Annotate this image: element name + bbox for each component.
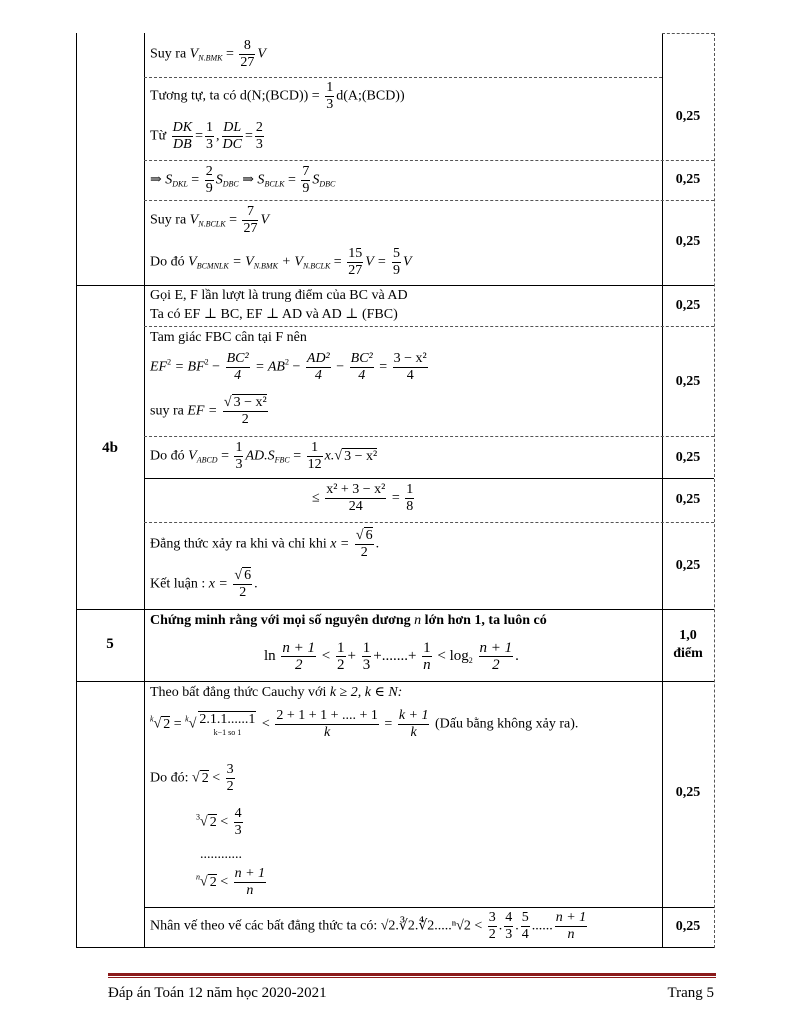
radicand: 2 xyxy=(209,814,217,830)
row-ket-luan xyxy=(150,568,258,601)
score: 0,25 xyxy=(675,450,701,465)
ellipsis: ............ xyxy=(200,847,242,862)
fraction xyxy=(521,910,530,943)
root-index: k xyxy=(150,714,154,724)
math-expr: √2.∛2.∜2.....ⁿ√2 < xyxy=(380,918,483,934)
fraction xyxy=(405,482,414,515)
math-v: V xyxy=(260,212,270,228)
denominator: 4 xyxy=(306,367,331,384)
denominator: 24 xyxy=(325,498,386,515)
denominator: 2 xyxy=(281,656,316,673)
numerator: n + 1 xyxy=(234,866,266,881)
radicand: 6 xyxy=(365,528,373,543)
rule xyxy=(76,285,714,286)
page-number: Trang 5 xyxy=(667,985,714,1001)
radicand: 6 xyxy=(244,568,252,583)
rule xyxy=(76,947,714,948)
table-border-right xyxy=(714,33,715,948)
denominator: 2 xyxy=(337,657,345,673)
math-expr: d(N;(BCD)) = xyxy=(239,88,320,104)
numerator: 4 xyxy=(234,806,242,821)
footer-rule-thin xyxy=(108,977,716,978)
root-index: 3 xyxy=(196,812,200,822)
row-cbrt2: $^3$√ 2 < $\frac{4}{3}$ xyxy=(196,806,242,838)
root-under xyxy=(198,711,256,738)
operator: = xyxy=(173,716,182,732)
denominator: n xyxy=(234,882,266,899)
denominator: 2 xyxy=(226,779,234,794)
math-expr: AD.S xyxy=(245,448,275,464)
math-sub: N.BMK xyxy=(253,261,278,271)
text-label: Tương tự, ta có xyxy=(150,88,237,104)
operator: = xyxy=(379,359,388,375)
row-suy-ra-vnbclk: Suy ra $V_{N.BCLK}$ = $\frac{7}{27}$ V xyxy=(150,204,270,236)
fraction xyxy=(479,640,514,673)
fraction xyxy=(239,38,255,71)
fraction xyxy=(350,351,374,384)
punctuation: . xyxy=(254,576,258,592)
row-ef-squared xyxy=(150,351,430,384)
math-sub: N.BCLK xyxy=(302,261,331,271)
denominator: DC xyxy=(222,137,242,152)
fraction xyxy=(205,120,214,153)
row-suy-ra-ef xyxy=(150,395,270,428)
fraction xyxy=(233,568,252,601)
math-expr: = BF xyxy=(174,359,205,375)
denominator: 3 xyxy=(505,927,513,942)
numerator: √ 6 xyxy=(355,528,373,543)
denominator: k xyxy=(275,724,379,741)
numerator: 1 xyxy=(337,640,345,656)
denominator: 4 xyxy=(393,367,428,384)
math-sub: BCMNLK xyxy=(196,261,229,271)
math-expr: ⇒ S xyxy=(150,172,173,188)
math-sub: N.BCLK xyxy=(198,219,226,229)
rule xyxy=(144,200,714,201)
operator: = xyxy=(384,716,393,732)
score: 0,25 xyxy=(675,109,701,124)
table-border-left xyxy=(76,33,77,948)
math-expr: V = xyxy=(365,254,387,270)
score: 0,25 xyxy=(675,234,701,249)
superscript: 2 xyxy=(284,357,289,367)
operator: − xyxy=(212,359,221,375)
radicand: 2 xyxy=(163,716,171,732)
math-expr: EF = xyxy=(187,403,218,419)
denominator: 3 xyxy=(255,137,263,152)
table-border-col1 xyxy=(144,33,145,948)
math-sub: BCLK xyxy=(264,179,285,189)
numerator: AD² xyxy=(306,351,330,366)
numerator: 7 xyxy=(302,164,310,179)
text-label: Do đó xyxy=(150,448,185,464)
fraction xyxy=(234,866,266,899)
denominator: 4 xyxy=(350,367,374,384)
row-tuong-tu xyxy=(150,80,405,113)
fraction xyxy=(242,204,258,237)
radicand: 2 xyxy=(201,770,209,786)
fraction xyxy=(392,246,401,279)
text-label: Chứng minh rằng với mọi số nguyên dương xyxy=(150,613,411,628)
row-kth-root: $^k$√ 2 = $^k$√ 2.1.1......1 k−1 so 1 < $\frac{2 + 1 + 1 + .... + 1}{k}$ = $\frac{k + 1}{k}$ (Dấu bằng không xảy ra). xyxy=(150,708,579,740)
math-v: V xyxy=(402,254,412,270)
denominator: 4 xyxy=(521,927,529,942)
question-5-statement xyxy=(150,612,547,630)
math-expr: EF xyxy=(150,359,168,375)
radicand: 2.1.1......1 xyxy=(199,712,256,727)
numerator: 1 xyxy=(235,440,243,455)
text-note: (Dấu bằng không xảy ra). xyxy=(434,716,579,732)
footer-rule xyxy=(108,973,716,976)
fraction xyxy=(393,351,428,384)
row-do-do-sum: Do đó $V_{BCMNLK} = V_{N.BMK} + V_{N.BCLK}$ = $\frac{15}{27}$ V = $\frac{5}{9}$ V xyxy=(150,246,412,278)
text-label: Theo bất đẳng thức Cauchy với xyxy=(150,685,327,700)
question-5-inequality xyxy=(264,640,519,673)
text-label: suy ra xyxy=(150,403,184,419)
denominator: 3 xyxy=(235,457,243,472)
math-sub: DKL xyxy=(172,179,188,189)
text-label: Suy ra xyxy=(150,212,187,228)
numerator: n + 1 xyxy=(555,910,587,925)
radicand: 2 xyxy=(209,874,217,890)
score: 0,25 xyxy=(675,492,701,507)
rule xyxy=(662,33,714,34)
numerator: 1 xyxy=(406,482,414,497)
row-v-abcd: Do đó $V_{ABCD}$ = $\frac{1}{3}$ $AD.S_{FBC}$ = $\frac{1}{12}$ x.√ 3 − x² xyxy=(150,440,378,472)
fraction xyxy=(234,440,243,473)
denominator: 4 xyxy=(226,367,250,384)
score: 0,25 xyxy=(675,919,701,934)
numerator: x² + 3 − x² xyxy=(326,482,386,497)
denominator: 3 xyxy=(206,137,213,152)
numerator: n + 1 xyxy=(282,640,316,656)
fraction xyxy=(234,806,243,839)
math-expr: S xyxy=(312,172,320,188)
denominator: 2 xyxy=(355,544,374,561)
math-expr: S xyxy=(215,172,223,188)
operator: − xyxy=(336,359,345,375)
rule xyxy=(144,522,714,523)
numerator: DK xyxy=(172,120,193,135)
numerator: 5 xyxy=(521,910,529,925)
text-label: Từ xyxy=(150,128,167,144)
operator: − xyxy=(292,359,301,375)
operator: < xyxy=(437,647,446,664)
numerator: 7 xyxy=(246,204,254,219)
fraction xyxy=(347,246,363,279)
fraction xyxy=(325,80,334,113)
denominator: 9 xyxy=(392,263,400,278)
math-expr: ⇒ S xyxy=(242,172,265,188)
fraction xyxy=(307,440,323,473)
math-v: V xyxy=(189,46,199,62)
numerator: 3 xyxy=(488,910,496,925)
fraction xyxy=(504,910,513,943)
operator: = xyxy=(391,490,400,506)
fraction xyxy=(306,351,331,384)
operator: = xyxy=(191,172,200,188)
math-expr: x. xyxy=(324,448,335,464)
punctuation: . xyxy=(375,536,380,552)
numerator: 8 xyxy=(243,38,251,53)
numerator: k + 1 xyxy=(398,708,429,723)
fraction xyxy=(205,164,214,197)
operator: = xyxy=(293,448,302,464)
math-expr: k ≥ 2, k ∈ N: xyxy=(329,685,403,700)
numerator: 1 xyxy=(362,640,371,656)
row-area-ratio: ⇒ $S_{DKL}$ = $\frac{2}{9}$ $S_{DBC}$ ⇒ $S_{BCLK}$ = $\frac{7}{9}$ $S_{DBC}$ xyxy=(150,164,336,196)
numerator: 1 xyxy=(326,80,334,95)
rule xyxy=(144,478,714,479)
ellipsis: ...... xyxy=(531,918,553,934)
denominator: 2 xyxy=(233,584,252,601)
fraction xyxy=(355,528,374,561)
score: 0,25 xyxy=(675,374,701,389)
fraction xyxy=(223,395,268,428)
fraction xyxy=(362,640,372,673)
radicand: 3 − x² xyxy=(344,448,378,464)
numerator: BC² xyxy=(226,351,249,366)
rule xyxy=(76,609,714,610)
row-do-do-sqrt2: Do đó: √ 2 < $\frac{3}{2}$ xyxy=(150,762,234,794)
denominator: n xyxy=(555,926,587,943)
numerator: 3 − x² xyxy=(393,351,427,366)
numerator: n + 1 xyxy=(479,640,513,656)
table-border-col2 xyxy=(662,33,663,948)
fraction xyxy=(226,351,250,384)
math-expr: + V xyxy=(281,254,303,270)
score-unit: điểm xyxy=(673,646,703,661)
denominator: n xyxy=(423,657,431,673)
denominator: 2 xyxy=(223,411,268,428)
superscript: 2 xyxy=(204,357,209,367)
operator: = xyxy=(244,128,253,144)
operator: < xyxy=(321,647,331,664)
denominator: DB xyxy=(173,137,192,152)
operator: < xyxy=(261,716,270,732)
math-func: ln xyxy=(264,647,276,664)
numerator: 4 xyxy=(505,910,513,925)
operator: +.......+ xyxy=(373,647,417,664)
math-sub: 2 xyxy=(468,655,473,665)
math-v: V xyxy=(257,46,266,62)
rule xyxy=(144,326,714,327)
denominator: 2 xyxy=(479,656,514,673)
denominator: 12 xyxy=(307,457,322,472)
score: 0,25 xyxy=(675,558,701,573)
root-index: n xyxy=(196,872,200,882)
operator: ≤ xyxy=(312,490,320,506)
row-cauchy xyxy=(150,684,402,702)
denominator: 3 xyxy=(326,97,334,112)
fraction xyxy=(222,120,243,153)
math-sub: FBC xyxy=(274,455,290,465)
numerator: 2 xyxy=(205,164,213,179)
fraction xyxy=(336,640,346,673)
fraction xyxy=(275,708,379,741)
rule xyxy=(144,436,714,437)
rule xyxy=(144,907,714,908)
text-label: Kết luận : xyxy=(150,576,206,592)
fraction xyxy=(281,640,316,673)
text-label: Do đó: xyxy=(150,770,189,786)
fraction xyxy=(226,762,235,795)
numerator: 2 xyxy=(255,120,263,135)
math-expr: x = xyxy=(330,536,350,552)
row-tam-giac: Tam giác FBC cân tại F nên xyxy=(150,330,307,345)
numerator: BC² xyxy=(350,351,373,366)
fraction xyxy=(488,910,497,943)
operator: = xyxy=(221,448,229,464)
numerator: 1 xyxy=(311,440,319,455)
score: 0,25 xyxy=(675,172,701,187)
rule xyxy=(144,160,714,161)
denominator: k xyxy=(398,724,430,741)
text-label: Đẳng thức xảy ra khi và chỉ khi xyxy=(150,536,327,552)
math-expr: d(A;(BCD)) xyxy=(336,88,405,104)
row-equality xyxy=(150,528,379,561)
score: 0,25 xyxy=(675,298,701,313)
denominator: 2 xyxy=(488,927,496,942)
row-goi-ef: Gọi E, F lần lượt là trung điểm của BC và AD xyxy=(150,288,408,303)
question-number: 4b xyxy=(102,440,118,456)
text-label: Nhân vế theo vế các bất đẳng thức ta có: xyxy=(150,918,378,934)
row-am-gm-bound xyxy=(312,482,416,515)
denominator: 9 xyxy=(205,181,213,196)
denominator: 9 xyxy=(302,181,310,196)
operator: = xyxy=(195,128,203,144)
denominator: 27 xyxy=(240,55,255,70)
numerator: 3 xyxy=(226,762,234,777)
math-func: log xyxy=(449,647,469,664)
fraction xyxy=(422,640,432,673)
row-nth-root2: $^n$√ 2 < $\frac{n + 1}{n}$ xyxy=(196,866,266,898)
text-label: lớn hơn 1, ta luôn có xyxy=(424,613,547,628)
fraction xyxy=(255,120,264,153)
math-sub: DBC xyxy=(319,179,336,189)
text-label: Suy ra xyxy=(150,46,187,62)
punctuation: . xyxy=(515,647,519,664)
rule xyxy=(76,681,714,682)
numerator: 1 xyxy=(423,640,431,656)
math-var: n xyxy=(414,613,422,628)
radicand: 3 − x² xyxy=(233,395,267,410)
fraction xyxy=(398,708,430,741)
score: 0,25 xyxy=(675,785,701,800)
numerator: 15 xyxy=(348,246,363,261)
operator: + xyxy=(347,647,356,664)
denominator: 27 xyxy=(243,221,258,236)
question-number: 5 xyxy=(106,636,114,652)
footer-title: Đáp án Toán 12 năm học 2020-2021 xyxy=(108,985,327,1001)
row-tu-ratios xyxy=(150,120,266,153)
score: 1,0 xyxy=(679,628,697,643)
fraction xyxy=(301,164,310,197)
operator: , xyxy=(216,128,220,144)
numerator: √ 6 xyxy=(234,568,252,583)
math-expr: x = xyxy=(208,576,228,592)
denominator: 3 xyxy=(234,823,242,838)
underbrace-label: k−1 so 1 xyxy=(213,728,242,737)
text-label: Do đó xyxy=(150,254,185,270)
math-sub: DBC xyxy=(222,179,239,189)
row-suy-ra-vnbmk: Suy ra $V_{N.BMK}$ = $\frac{8}{27}$ V xyxy=(150,38,266,70)
denominator: 27 xyxy=(348,263,363,278)
math-v: V xyxy=(188,254,197,270)
numerator: DL xyxy=(223,120,242,135)
numerator: 1 xyxy=(206,120,213,135)
root-index: k xyxy=(185,714,189,724)
math-sub: N.BMK xyxy=(198,53,223,63)
rule xyxy=(144,77,662,78)
denominator: 3 xyxy=(362,657,371,673)
denominator: 8 xyxy=(406,499,414,514)
fraction xyxy=(555,910,587,943)
fraction xyxy=(172,120,193,153)
math-sub: ABCD xyxy=(196,455,218,465)
row-multiply: Nhân vế theo vế các bất đẳng thức ta có: √2.∛2.∜2.....ⁿ√2 < $\frac{3}{2}$ . $\frac{4}{3}$ . $\frac{5}{4}$ ...... $\frac{n + 1}{n}$ xyxy=(150,910,587,942)
row-ta-co: Ta có EF ⊥ BC, EF ⊥ AD và AD ⊥ (FBC) xyxy=(150,307,398,322)
numerator: 5 xyxy=(392,246,400,261)
fraction xyxy=(325,482,386,515)
math-expr: = V xyxy=(232,254,254,270)
superscript: 2 xyxy=(167,357,172,367)
math-v: V xyxy=(189,212,199,228)
numerator: 2 + 1 + 1 + .... + 1 xyxy=(276,708,378,723)
numerator: √ 3 − x² xyxy=(223,395,267,410)
math-expr: = AB xyxy=(255,359,285,375)
math-v: V xyxy=(188,448,197,464)
